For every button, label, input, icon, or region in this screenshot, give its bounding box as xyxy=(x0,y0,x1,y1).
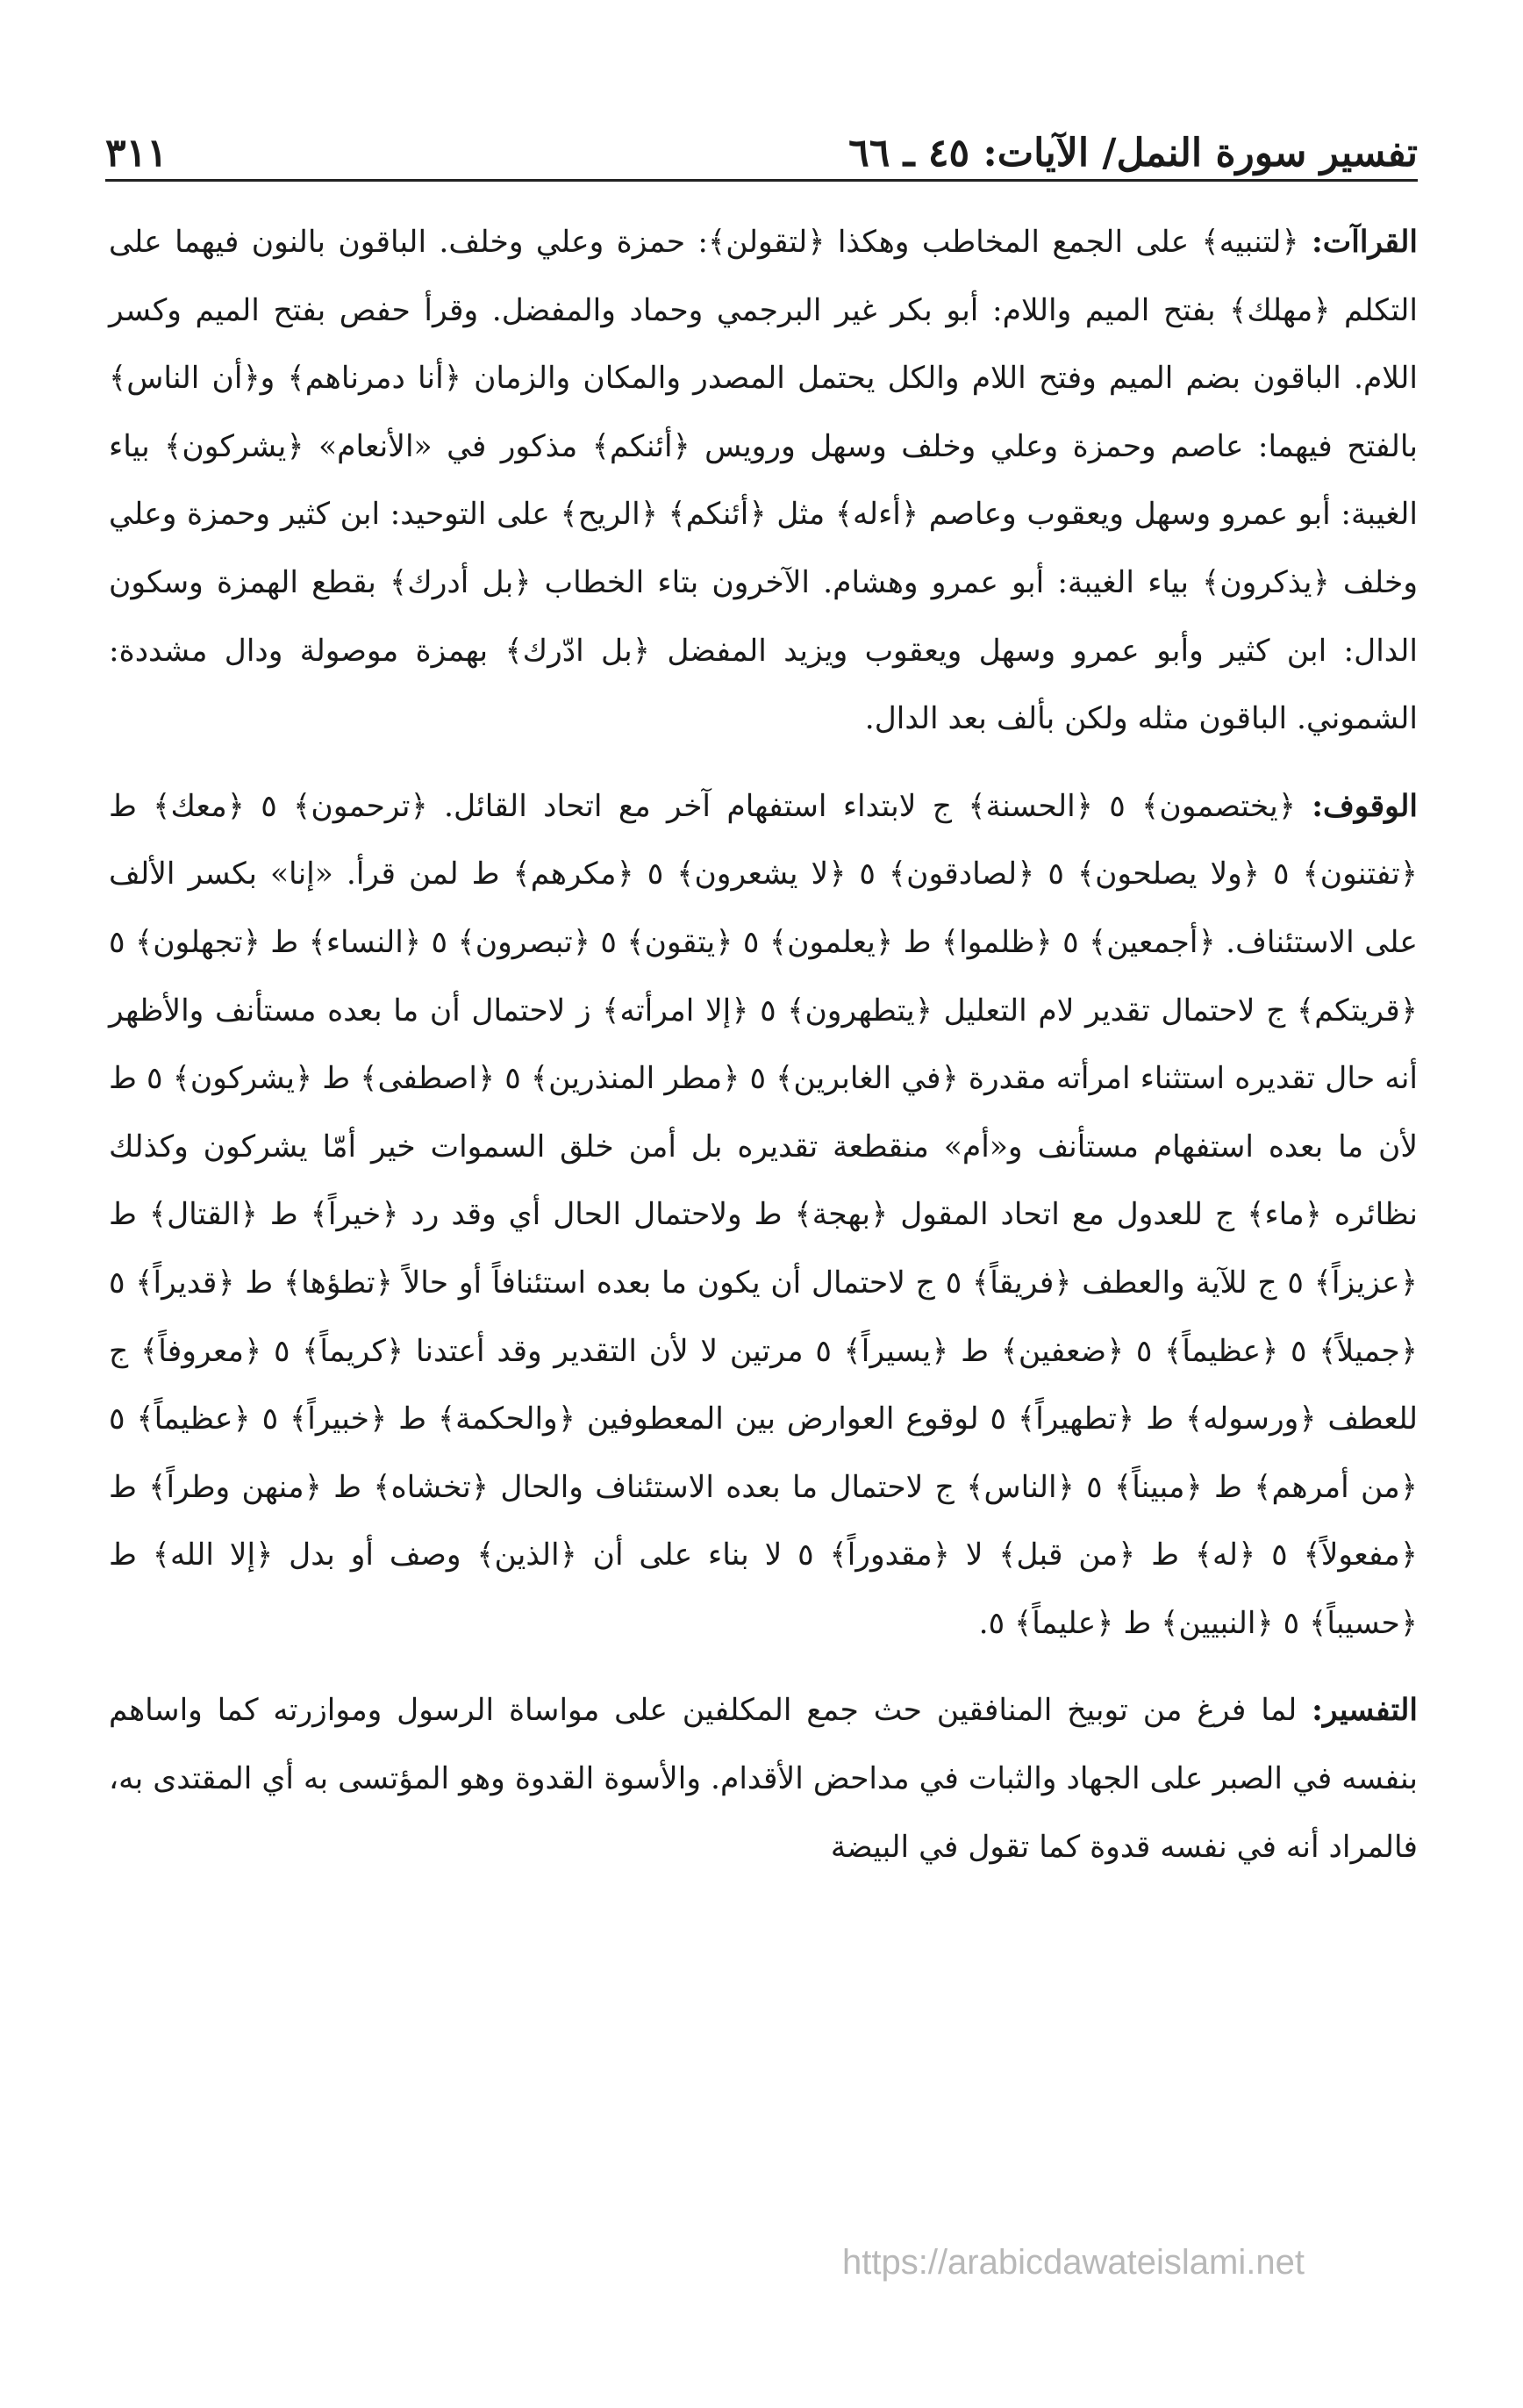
section-text: ﴿يختصمون﴾ ٥ ﴿الحسنة﴾ ج لابتداء استفهام آخر مع اتحاد القائل. ﴿ترحمون﴾ ٥ ﴿معك﴾ ط ﴿تفتنون﴾ ٥ ﴿ولا يصلحون﴾ ٥ ﴿لصادقون﴾ ٥ ﴿لا يشعرون﴾ ٥ ﴿مكرهم﴾ ط لمن قرأ. «إنا» بكسر الألف على الاستئناف. ﴿أجمعين﴾ ٥ ﴿ظلموا﴾ ط ﴿يعلمون﴾ ٥ ﴿يتقون﴾ ٥ ﴿تبصرون﴾ ٥ ﴿النساء﴾ ط ﴿تجهلون﴾ ٥ ﴿قريتكم﴾ ج لاحتمال تقدير لام التعليل ﴿يتطهرون﴾ ٥ ﴿إلا امرأته﴾ ز لاحتمال أن ما بعده مستأنف والأظهر أنه حال تقديره استثناء امرأته مقدرة ﴿في الغابرين﴾ ٥ ﴿مطر المنذرين﴾ ٥ ﴿اصطفى﴾ ط ﴿يشركون﴾ ٥ ط لأن ما بعده استفهام مستأنف و«أم» منقطعة تقديره بل أمن خلق السموات خير أمّا يشركون وكذلك نظائره ﴿ماء﴾ ج للعدول مع اتحاد المقول ﴿بهجة﴾ ط ولاحتمال الحال أي وقد رد ﴿خيراً﴾ ط ﴿القتال﴾ ط ﴿عزيزاً﴾ ٥ ج للآية والعطف ﴿فريقاً﴾ ٥ ج لاحتمال أن يكون ما بعده استئنافاً أو حالاً ﴿تطؤها﴾ ط ﴿قديراً﴾ ٥ ﴿جميلاً﴾ ٥ ﴿عظيماً﴾ ٥ ﴿ضعفين﴾ ط ﴿يسيراً﴾ ٥ مرتين لا لأن التقدير وقد أعتدنا ﴿كريماً﴾ ٥ ﴿معروفاً﴾ ج للعطف ﴿ورسوله﴾ ط ﴿تطهيراً﴾ ٥ لوقوع العوارض بين المعطوفين ﴿والحكمة﴾ ط ﴿خبيراً﴾ ٥ ﴿عظيماً﴾ ٥ ﴿من أمرهم﴾ ط ﴿مبيناً﴾ ٥ ﴿الناس﴾ ج لاحتمال ما بعده الاستئناف والحال ﴿تخشاه﴾ ط ﴿منهن وطراً﴾ ط ﴿مفعولاً﴾ ٥ ﴿له﴾ ط ﴿من قبل﴾ لا ﴿مقدوراً﴾ ٥ لا بناء على أن ﴿الذين﴾ وصف أو بدل ﴿إلا الله﴾ ط ﴿حسيباً﴾ ٥ ﴿النبيين﴾ ط ﴿عليماً﴾ ٥. xyxy=(109,788,1419,1641)
page-body xyxy=(109,209,1418,1881)
tafsir-section xyxy=(109,1677,1418,1881)
section-heading: التفسير: xyxy=(1312,1693,1418,1729)
section-heading: القراآت: xyxy=(1312,225,1418,260)
wuquf-section xyxy=(109,773,1418,1659)
qiraat-section xyxy=(109,209,1418,754)
running-title: تفسير سورة النمل/ الآيات: ٤٥ ـ ٦٦ xyxy=(848,131,1418,176)
section-heading: الوقوف: xyxy=(1312,788,1419,824)
section-text: ﴿لتنبيه﴾ على الجمع المخاطب وهكذا ﴿لتقولن﴾: حمزة وعلي وخلف. الباقون بالنون فيهما على التكلم ﴿مهلك﴾ بفتح الميم واللام: أبو بكر غير البرجمي وحماد والمفضل. وقرأ حفص بفتح الميم وكسر اللام. الباقون بضم الميم وفتح اللام والكل يحتمل المصدر والمكان والزمان ﴿أنا دمرناهم﴾ و﴿أن الناس﴾ بالفتح فيهما: عاصم وحمزة وعلي وخلف وسهل ورويس ﴿أئنكم﴾ مذكور في «الأنعام» ﴿يشركون﴾ بياء الغيبة: أبو عمرو وسهل ويعقوب وعاصم ﴿أءله﴾ مثل ﴿أئنكم﴾ ﴿الريح﴾ على التوحيد: ابن كثير وحمزة وعلي وخلف ﴿يذكرون﴾ بياء الغيبة: أبو عمرو وهشام. الآخرون بتاء الخطاب ﴿بل أدرك﴾ بقطع الهمزة وسكون الدال: ابن كثير وأبو عمرو وسهل ويعقوب ويزيد المفضل ﴿بل ادّرك﴾ بهمزة موصولة ودال مشددة: الشموني. الباقون مثله ولكن بألف بعد الدال. xyxy=(109,225,1418,737)
site-watermark: https://arabicdawateislami.net xyxy=(842,2243,1305,2282)
page-header xyxy=(105,105,1418,176)
header-divider xyxy=(105,179,1418,182)
section-text: لما فرغ من توبيخ المنافقين حث جمع المكلفين على مواساة الرسول وموازرته كما واساهم بنفسه في الصبر على الجهاد والثبات في مداحض الأقدام. والأسوة القدوة وهو المؤتسى به أي المقتدى به، فالمراد أنه في نفسه قدوة كما تقول في البيضة xyxy=(109,1693,1418,1865)
page-number: ٣١١ xyxy=(105,131,168,176)
